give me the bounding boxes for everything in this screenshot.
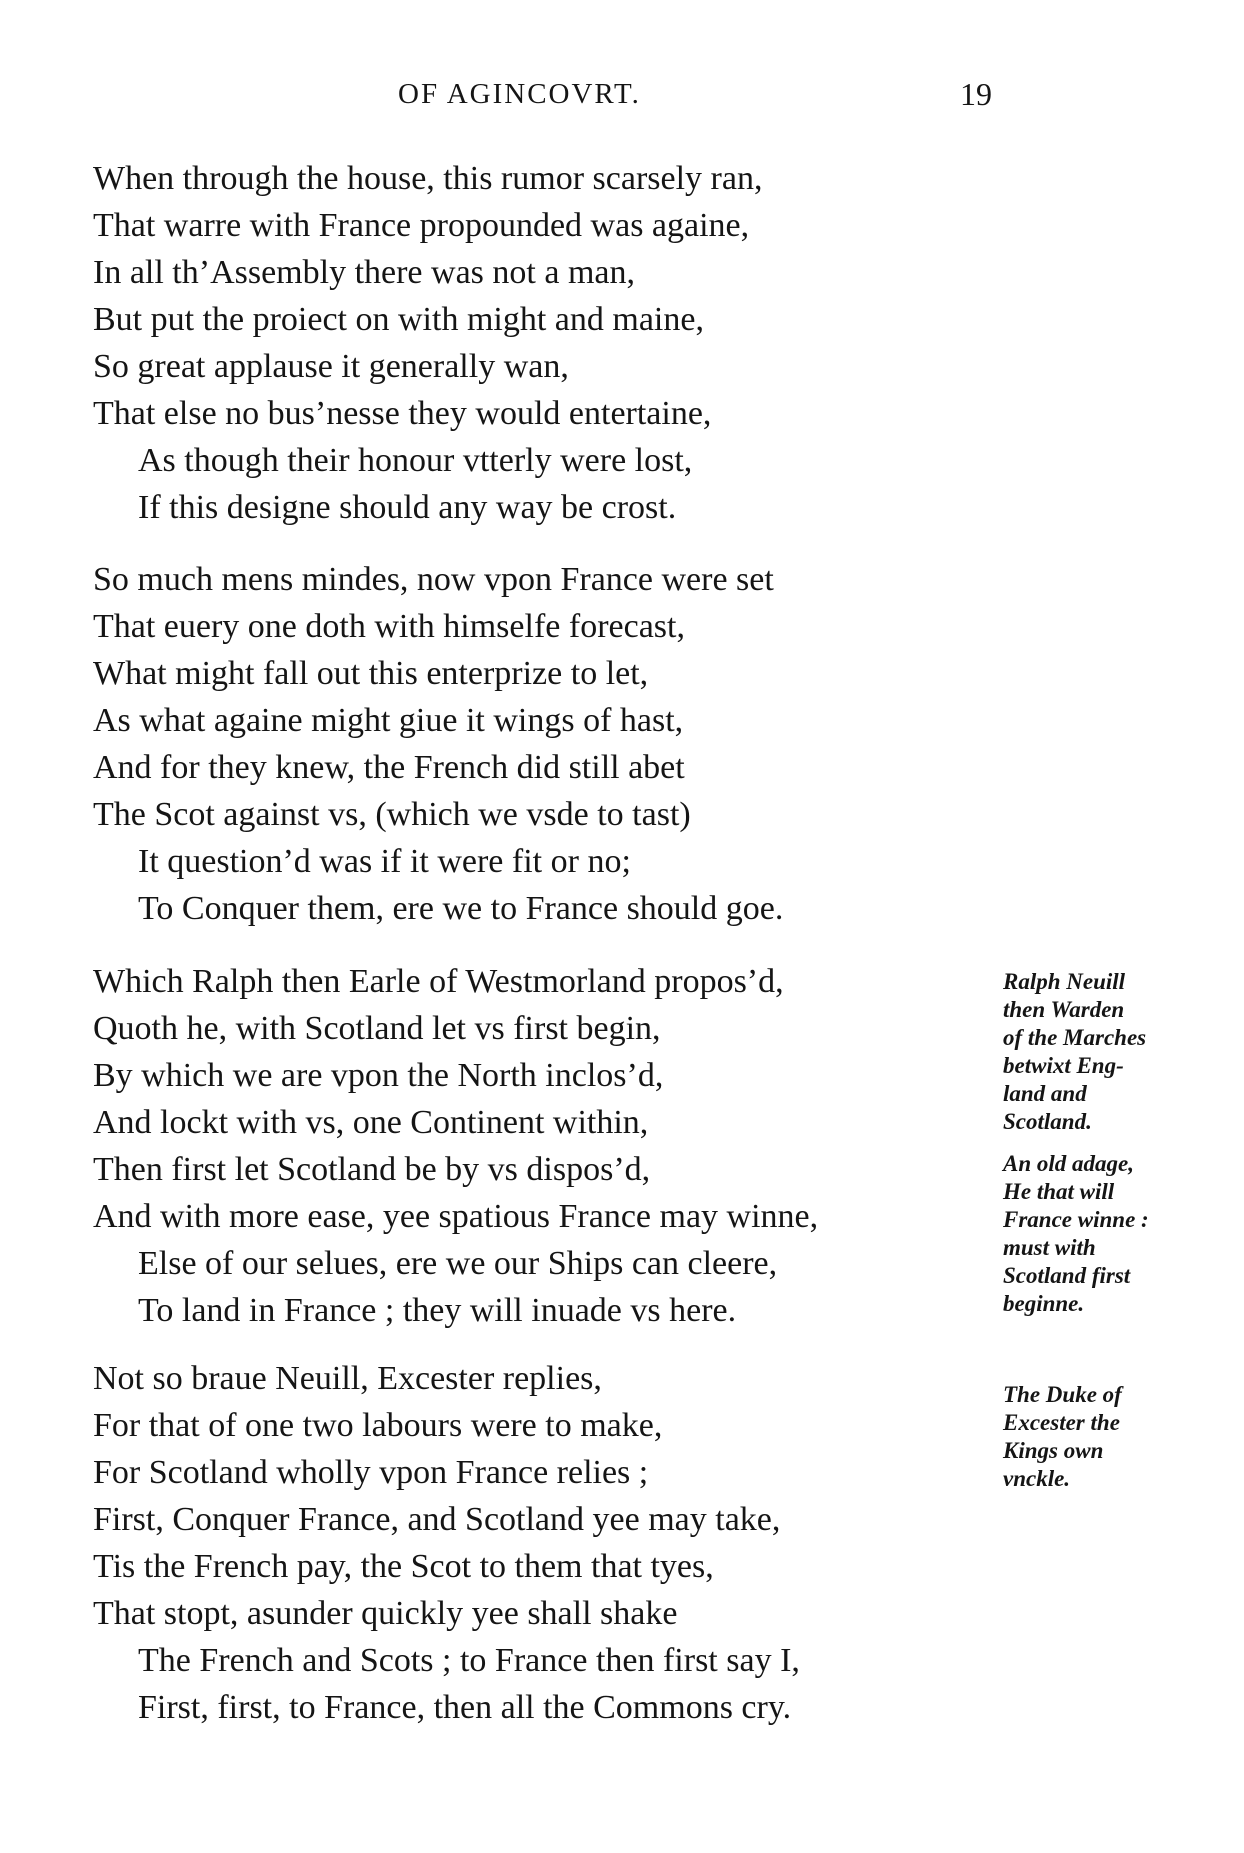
- side-note-line: Excester the: [1003, 1410, 1120, 1435]
- verse-line: Then first let Scotland be by vs dispos’d,: [93, 1151, 651, 1188]
- side-note-line: The Duke of: [1003, 1382, 1122, 1407]
- stanza-3: [93, 958, 993, 1334]
- verse-line: Tis the French pay, the Scot to them that tyes,: [93, 1548, 714, 1585]
- verse-line: That warre with France propounded was againe,: [93, 207, 750, 244]
- verse-line: To land in France ; they will inuade vs here.: [138, 1292, 737, 1329]
- verse-line: First, Conquer France, and Scotland yee may take,: [93, 1501, 781, 1538]
- verse-line: For Scotland wholly vpon France relies ;: [93, 1454, 649, 1491]
- verse-line: To Conquer them, ere we to France should goe.: [138, 890, 784, 927]
- side-note-line: Scotland first: [1003, 1263, 1131, 1288]
- verse-line: The French and Scots ; to France then first say I,: [138, 1642, 800, 1679]
- side-note-line: must with: [1003, 1235, 1096, 1260]
- verse-line: What might fall out this enterprize to let,: [93, 655, 649, 692]
- verse-line: If this designe should any way be crost.: [138, 489, 677, 526]
- verse-line: Not so braue Neuill, Excester replies,: [93, 1360, 602, 1397]
- verse-line: And for they knew, the French did still abet: [93, 749, 685, 786]
- verse-line: In all th’Assembly there was not a man,: [93, 254, 635, 291]
- verse-line: So much mens mindes, now vpon France were set: [93, 561, 774, 598]
- running-head: [0, 78, 1244, 118]
- verse-line: The Scot against vs, (which we vsde to tast): [93, 796, 691, 833]
- verse-line: For that of one two labours were to make,: [93, 1407, 663, 1444]
- verse-line: And with more ease, yee spatious France may winne,: [93, 1198, 819, 1235]
- verse-line: As what againe might giue it wings of hast,: [93, 702, 684, 739]
- side-note-line: land and: [1003, 1081, 1087, 1106]
- verse-line: As though their honour vtterly were lost,: [138, 442, 693, 479]
- side-note-line: Kings own: [1003, 1438, 1104, 1463]
- side-note-line: betwixt Eng-: [1003, 1053, 1124, 1078]
- verse-line: First, first, to France, then all the Commons cry.: [138, 1689, 792, 1726]
- side-note-line: He that will: [1003, 1179, 1115, 1204]
- side-note-line: France winne :: [1003, 1207, 1149, 1232]
- verse-line: And lockt with vs, one Continent within,: [93, 1104, 649, 1141]
- running-title: OF AGINCOVRT.: [398, 78, 641, 110]
- verse-line: By which we are vpon the North inclos’d,: [93, 1057, 664, 1094]
- verse-line: Else of our selues, ere we our Ships can cleere,: [138, 1245, 778, 1282]
- verse-line: When through the house, this rumor scarsely ran,: [93, 160, 763, 197]
- stanza-1: [93, 155, 993, 531]
- stanza-2: [93, 556, 993, 932]
- verse-line: That stopt, asunder quickly yee shall shake: [93, 1595, 678, 1632]
- verse-line: That euery one doth with himselfe forecast,: [93, 608, 685, 645]
- side-note-ralph-neuill: [1003, 968, 1223, 1136]
- side-note-line: then Warden: [1003, 997, 1125, 1022]
- side-note-line: Ralph Neuill: [1003, 969, 1126, 994]
- side-note-line: Scotland.: [1003, 1109, 1092, 1134]
- verse-line: That else no bus’nesse they would entertaine,: [93, 395, 712, 432]
- verse-line: Quoth he, with Scotland let vs first begin,: [93, 1010, 661, 1047]
- page-number: 19: [960, 76, 992, 112]
- side-note-line: of the Marches: [1003, 1025, 1147, 1050]
- verse-line: It question’d was if it were fit or no;: [138, 843, 631, 880]
- side-note-line: An old adage,: [1003, 1151, 1134, 1176]
- side-note-old-adage: [1003, 1150, 1223, 1318]
- side-note-line: vnckle.: [1003, 1466, 1071, 1491]
- verse-line: Which Ralph then Earle of Westmorland propos’d,: [93, 963, 784, 1000]
- verse-line: So great applause it generally wan,: [93, 348, 569, 385]
- verse-line: But put the proiect on with might and maine,: [93, 301, 704, 338]
- side-note-line: beginne.: [1003, 1291, 1085, 1316]
- stanza-4: [93, 1355, 993, 1731]
- side-note-duke-of-excester: [1003, 1381, 1223, 1493]
